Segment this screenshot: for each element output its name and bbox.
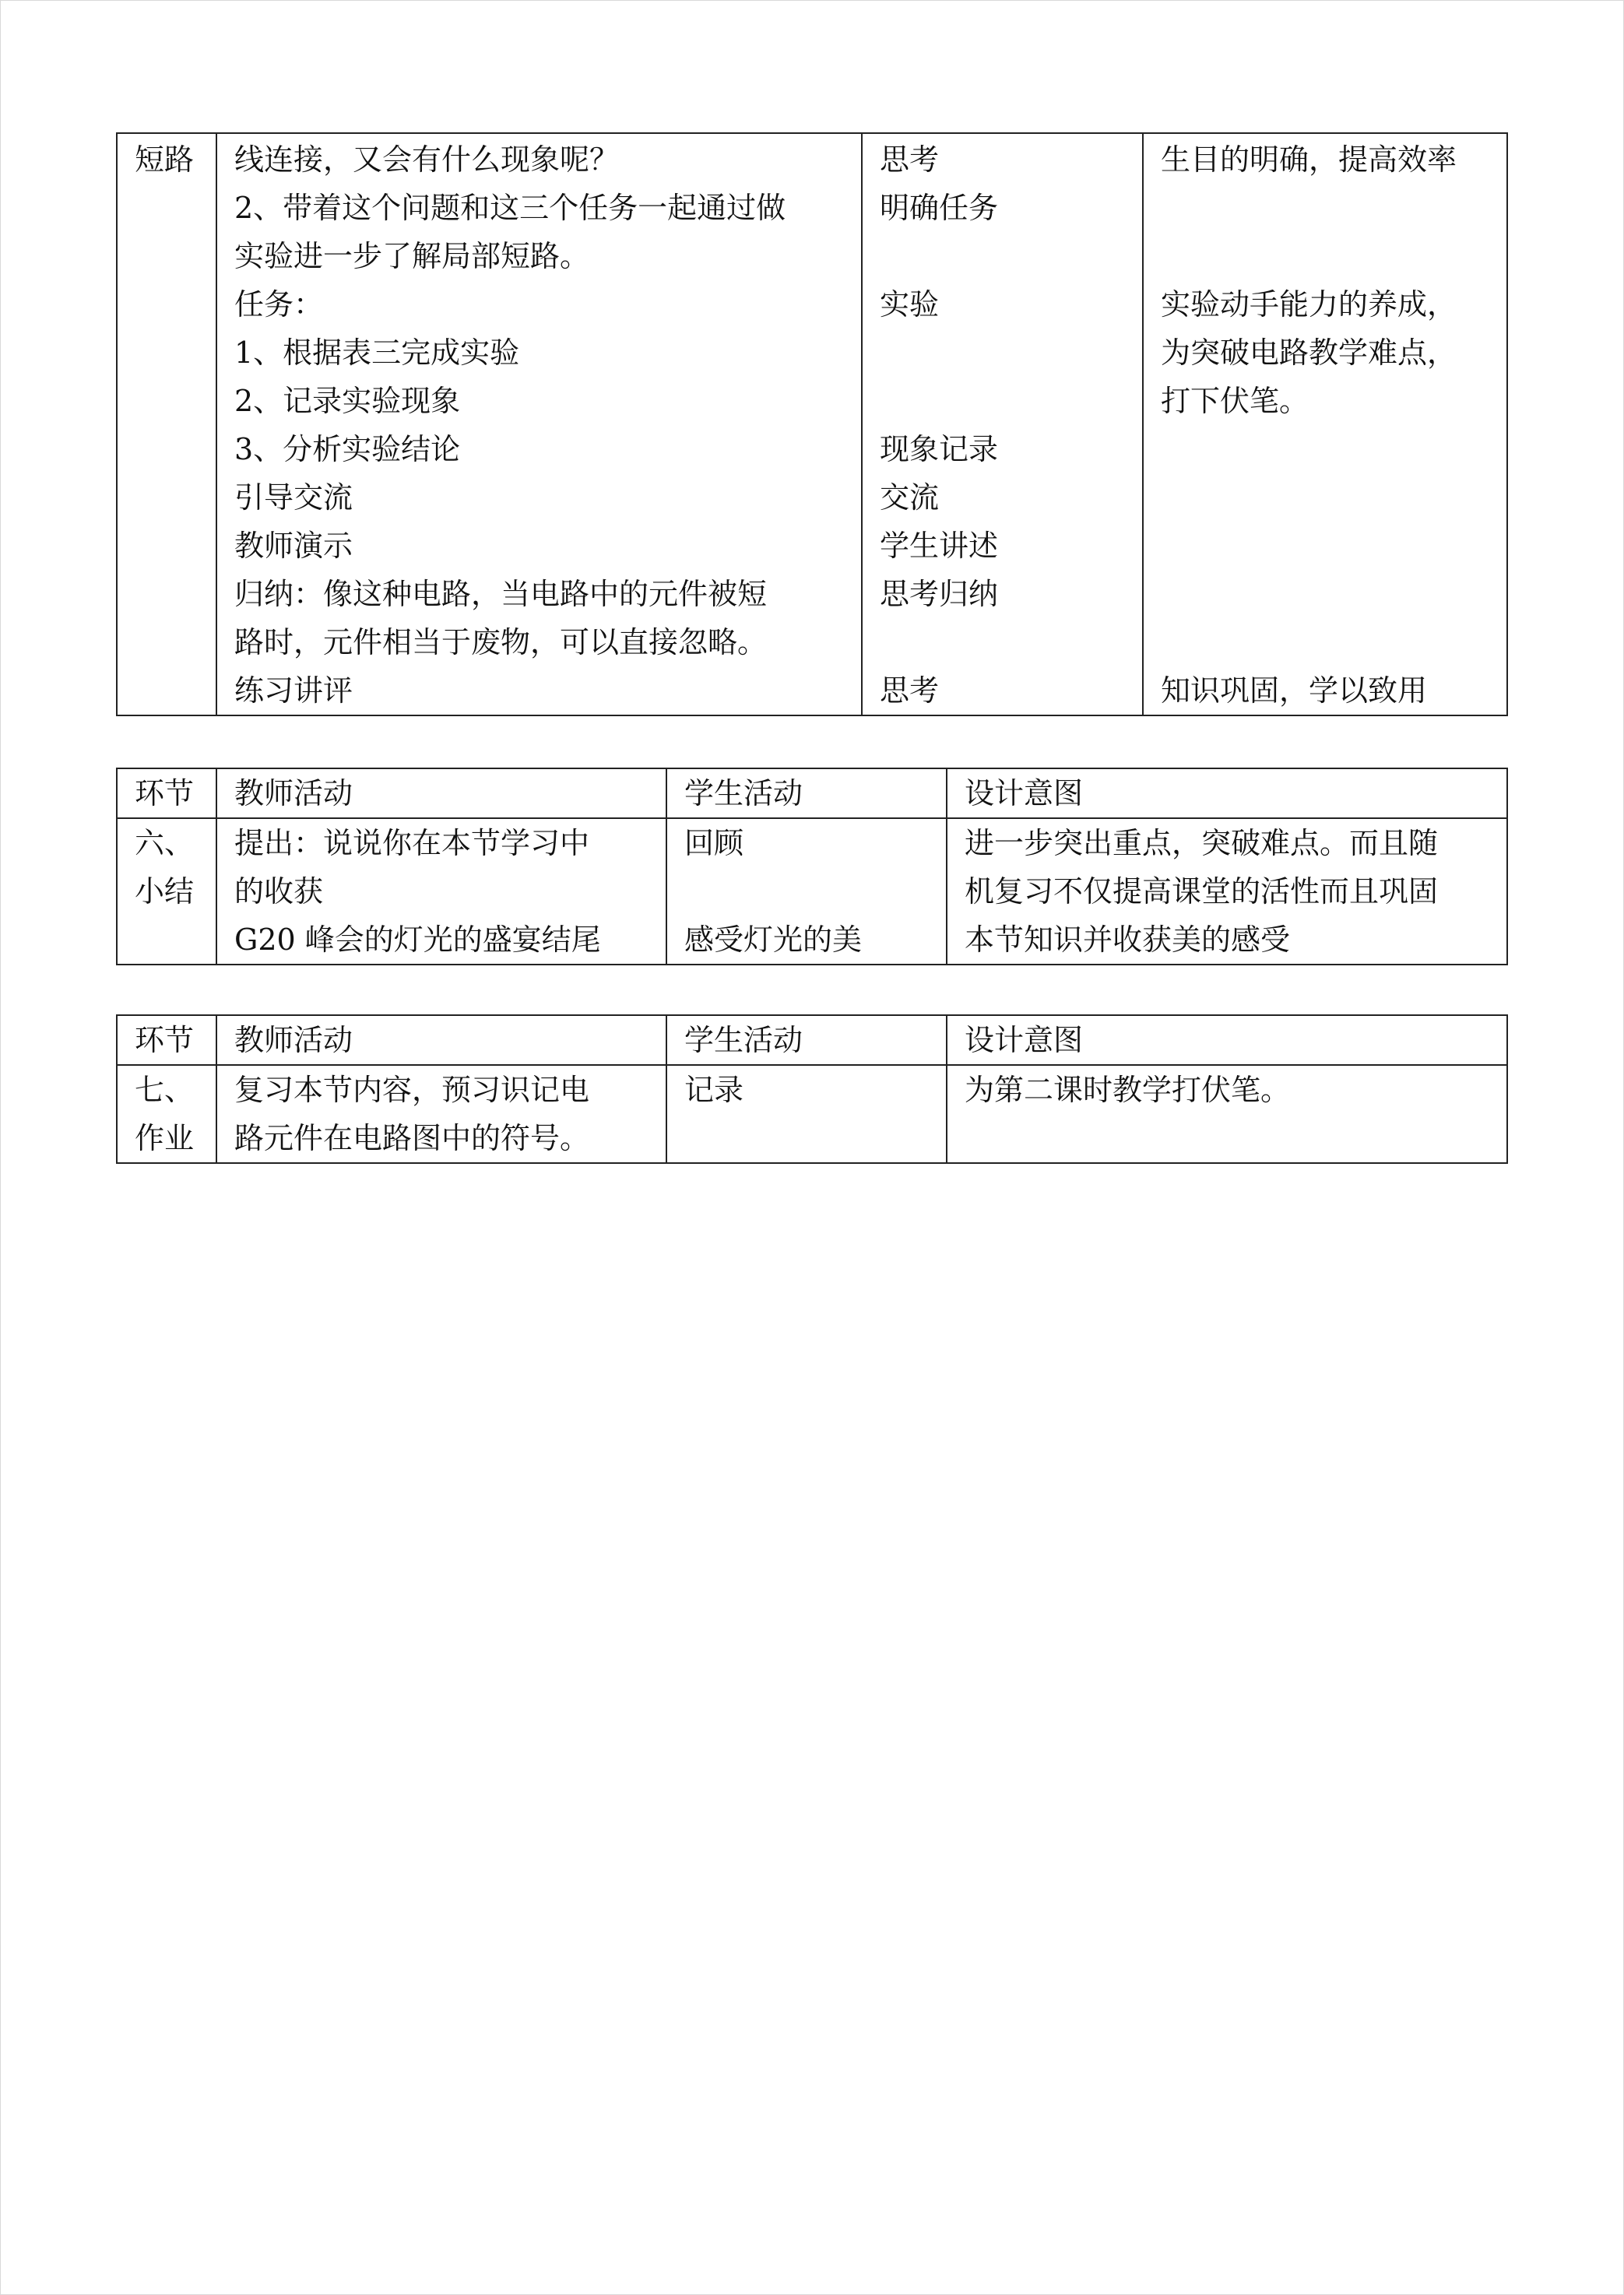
intent-line: 知识巩固，学以致用 [1161,673,1428,708]
teacher-line: 路元件在电路图中的符号。 [234,1121,590,1155]
table-row [117,1065,1507,1163]
teacher-line: 引导交流 [234,480,353,515]
spacer [1161,570,1489,618]
stage-cell [117,1065,216,1163]
student-activity-cell [666,818,947,965]
table-row [117,133,1507,715]
student-line: 感受灯光的美 [684,923,863,957]
spacer [880,232,1125,280]
design-intent-cell [947,818,1507,965]
table-header-row [117,768,1507,818]
stage-line: 作业 [135,1121,195,1155]
intent-line: 机复习不仅提高课堂的活性而且巩固 [965,874,1439,909]
intent-line: 为突破电路教学难点， [1161,336,1457,370]
spacer [880,618,1125,666]
intent-line: 进一步突出重点，突破难点。而且随 [965,826,1439,860]
intent-line: 本节知识并收获美的感受 [965,923,1291,957]
lesson-table-summary [116,768,1508,965]
spacer [684,867,929,916]
design-intent-cell [1143,133,1507,715]
intent-line: 生目的明确，提高效率 [1161,142,1457,177]
teacher-line: 路时，元件相当于废物，可以直接忽略。 [234,625,768,659]
spacer [880,377,1125,425]
teacher-activity-cell [216,133,862,715]
header-design-intent: 设计意图 [947,1015,1507,1065]
stage-label: 短路 [135,142,195,177]
student-line: 现象记录 [880,432,999,466]
stage-line: 六、 [135,826,195,860]
lesson-table-short-circuit [116,132,1508,716]
table-header-row [117,1015,1507,1065]
teacher-line: 归纳：像这种电路，当电路中的元件被短 [234,577,768,611]
teacher-line: 实验进一步了解局部短路。 [234,239,590,273]
student-line: 学生讲述 [880,529,999,563]
stage-line: 小结 [135,874,195,909]
spacer [1161,618,1489,666]
teacher-line: 练习讲评 [234,673,353,708]
header-stage: 环节 [117,1015,216,1065]
header-student-activity: 学生活动 [666,1015,947,1065]
spacer [1161,232,1489,280]
spacer [1161,522,1489,570]
student-line: 明确任务 [880,191,999,225]
teacher-line: 2、记录实验现象 [234,384,461,418]
student-activity-cell [862,133,1143,715]
stage-line: 七、 [135,1073,195,1107]
intent-line: 实验动手能力的养成， [1161,287,1457,322]
teacher-line: G20 峰会的灯光的盛宴结尾 [234,923,601,957]
intent-line: 为第二课时教学打伏笔。 [965,1073,1291,1107]
spacer [1161,473,1489,522]
teacher-line: 提出：说说你在本节学习中 [234,826,590,860]
stage-cell [117,818,216,965]
spacer [880,329,1125,377]
lesson-table-homework [116,1014,1508,1164]
teacher-activity-cell [216,1065,666,1163]
table-row [117,818,1507,965]
spacer [1161,184,1489,232]
teacher-line: 1、根据表三完成实验 [234,336,520,370]
student-line: 记录 [684,1073,744,1107]
student-line: 实验 [880,287,940,322]
student-line: 思考 [880,142,940,177]
spacer [1161,425,1489,473]
student-activity-cell [666,1065,947,1163]
teacher-activity-cell [216,818,666,965]
teacher-line: 2、带着这个问题和这三个任务一起通过做 [234,191,786,225]
student-line: 思考 [880,673,940,708]
teacher-line: 复习本节内容，预习识记电 [234,1073,590,1107]
teacher-line: 3、分析实验结论 [234,432,461,466]
header-teacher-activity: 教师活动 [216,1015,666,1065]
stage-cell [117,133,216,715]
intent-line: 打下伏笔。 [1161,384,1309,418]
header-student-activity: 学生活动 [666,768,947,818]
teacher-line: 线连接，又会有什么现象呢？ [234,142,620,177]
student-line: 交流 [880,480,940,515]
design-intent-cell [947,1065,1507,1163]
teacher-line: 任务： [234,287,324,322]
header-teacher-activity: 教师活动 [216,768,666,818]
teacher-line: 教师演示 [234,529,353,563]
student-line: 回顾 [684,826,744,860]
teacher-line: 的收获 [234,874,324,909]
header-stage: 环节 [117,768,216,818]
header-design-intent: 设计意图 [947,768,1507,818]
student-line: 思考归纳 [880,577,999,611]
